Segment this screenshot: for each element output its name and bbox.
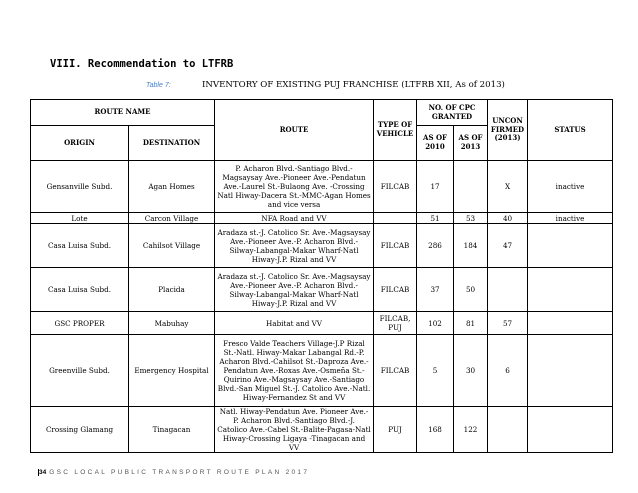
cell-type [374,213,417,224]
cell-origin: Gensanville Subd. [31,161,129,213]
cell-as2010: 5 [417,335,454,407]
franchise-table [30,99,613,453]
table-row [31,213,613,224]
cell-as2010: 37 [417,268,454,312]
cell-as2010: 168 [417,407,454,453]
cell-origin: Casa Luisa Subd. [31,224,129,268]
cell-route: Aradaza st.-J. Catolico Sr. Ave.-Magsaysay Ave.-Pioneer Ave.-P. Acharon Blvd.-Silway-Labangal-Makar Wharf-Natl Hiway-J.P. Rizal and VV [215,224,374,268]
table-row [31,161,613,213]
cell-origin: GSC PROPER [31,312,129,335]
cell-as2013: 81 [454,312,488,335]
cell-unconfirmed [488,268,528,312]
header-as2010: AS OF 2010 [417,126,454,161]
cell-destination: Placida [129,268,215,312]
page-number: 34 [39,469,47,476]
cell-as2013 [454,161,488,213]
cell-type: FILCAB [374,161,417,213]
cell-unconfirmed: 47 [488,224,528,268]
cell-type: PUJ [374,407,417,453]
section-title: VIII. Recommendation to LTFRB [50,58,234,70]
cell-route: Natl. Hiway-Pendatun Ave. Pioneer Ave.-P. Acharon Blvd.-Santiago Blvd.-J. Catolico Ave.-Cabel St.-Balite-Pagasa-Natl Hiway-Crossing Ligaya -Tinagacan and VV [215,407,374,453]
cell-type: FILCAB, PUJ [374,312,417,335]
header-route-name: ROUTE NAME [31,100,215,126]
cell-origin: Lote [31,213,129,224]
header-as2013: AS OF 2013 [454,126,488,161]
table-row [31,335,613,407]
cell-origin: Crossing Glamang [31,407,129,453]
table-caption-text: INVENTORY OF EXISTING PUJ FRANCHISE (LTFRB XII, As of 2013) [202,80,505,90]
cell-unconfirmed: X [488,161,528,213]
cell-origin: Casa Luisa Subd. [31,268,129,312]
header-cpc: NO. OF CPC GRANTED [417,100,488,126]
header-destination: DESTINATION [129,126,215,161]
cell-route: NFA Road and VV [215,213,374,224]
cell-destination: Mabuhay [129,312,215,335]
header-origin: ORIGIN [31,126,129,161]
cell-as2010: 17 [417,161,454,213]
cell-as2010: 51 [417,213,454,224]
cell-route: Fresco Valde Teachers Village-J.P Rizal St.-Natl. Hiway-Makar Labangal Rd.-P. Acharon Blvd.-Cahilsot St.-Daproza Ave.-Pendatun Ave.-Roxas Ave.-Osmeña St.-Quirino Ave.-Magsaysay Ave.-Santiago Blvd.-San Miguel St.-J. Catolico Ave.-Natl. Hiway-Fernandez St and VV [215,335,374,407]
cell-route: Habitat and VV [215,312,374,335]
table-row [31,268,613,312]
page-footer [38,469,309,476]
cell-status [528,224,613,268]
cell-as2010: 286 [417,224,454,268]
cell-destination: Tinagacan [129,407,215,453]
header-route: ROUTE [215,100,374,161]
cell-as2013: 53 [454,213,488,224]
cell-unconfirmed: 40 [488,213,528,224]
cell-route: P. Acharon Blvd.-Santiago Blvd.-Magsaysay Ave.-Pioneer Ave.-Pendatun Ave.-Laurel St.-Bulaong Ave. -Crossing Natl Hiway-Dacera St.-MMC-Agan Homes and vice versa [215,161,374,213]
cell-as2013: 50 [454,268,488,312]
table-caption [146,80,606,90]
table-row [31,312,613,335]
cell-type: FILCAB [374,224,417,268]
cell-origin: Greenville Subd. [31,335,129,407]
cell-as2013: 122 [454,407,488,453]
cell-status [528,268,613,312]
cell-unconfirmed: 6 [488,335,528,407]
cell-type: FILCAB [374,335,417,407]
header-unconfirmed: UNCONFIRMED (2013) [488,100,528,161]
cell-status: inactive [528,213,613,224]
cell-unconfirmed: 57 [488,312,528,335]
cell-destination: Cahilsot Village [129,224,215,268]
cell-status [528,407,613,453]
cell-as2010: 102 [417,312,454,335]
cell-type: FILCAB [374,268,417,312]
header-type: TYPE OF VEHICLE [374,100,417,161]
cell-status: inactive [528,161,613,213]
cell-route: Aradaza st.-J. Catolico Sr. Ave.-Magsaysay Ave.-Pioneer Ave.-P. Acharon Blvd.-Silway-Labangal-Makar Wharf-Natl Hiway-J.P. Rizal and VV [215,268,374,312]
cell-status [528,335,613,407]
table-label: Table 7: [146,82,171,89]
footer-text: GSC LOCAL PUBLIC TRANSPORT ROUTE PLAN 2017 [49,469,310,476]
cell-as2013: 184 [454,224,488,268]
cell-as2013: 30 [454,335,488,407]
cell-destination: Emergency Hospital [129,335,215,407]
cell-destination: Agan Homes [129,161,215,213]
table-row [31,224,613,268]
cell-unconfirmed [488,407,528,453]
table-row [31,407,613,453]
header-status: STATUS [528,100,613,161]
cell-destination: Carcon Village [129,213,215,224]
cell-status [528,312,613,335]
